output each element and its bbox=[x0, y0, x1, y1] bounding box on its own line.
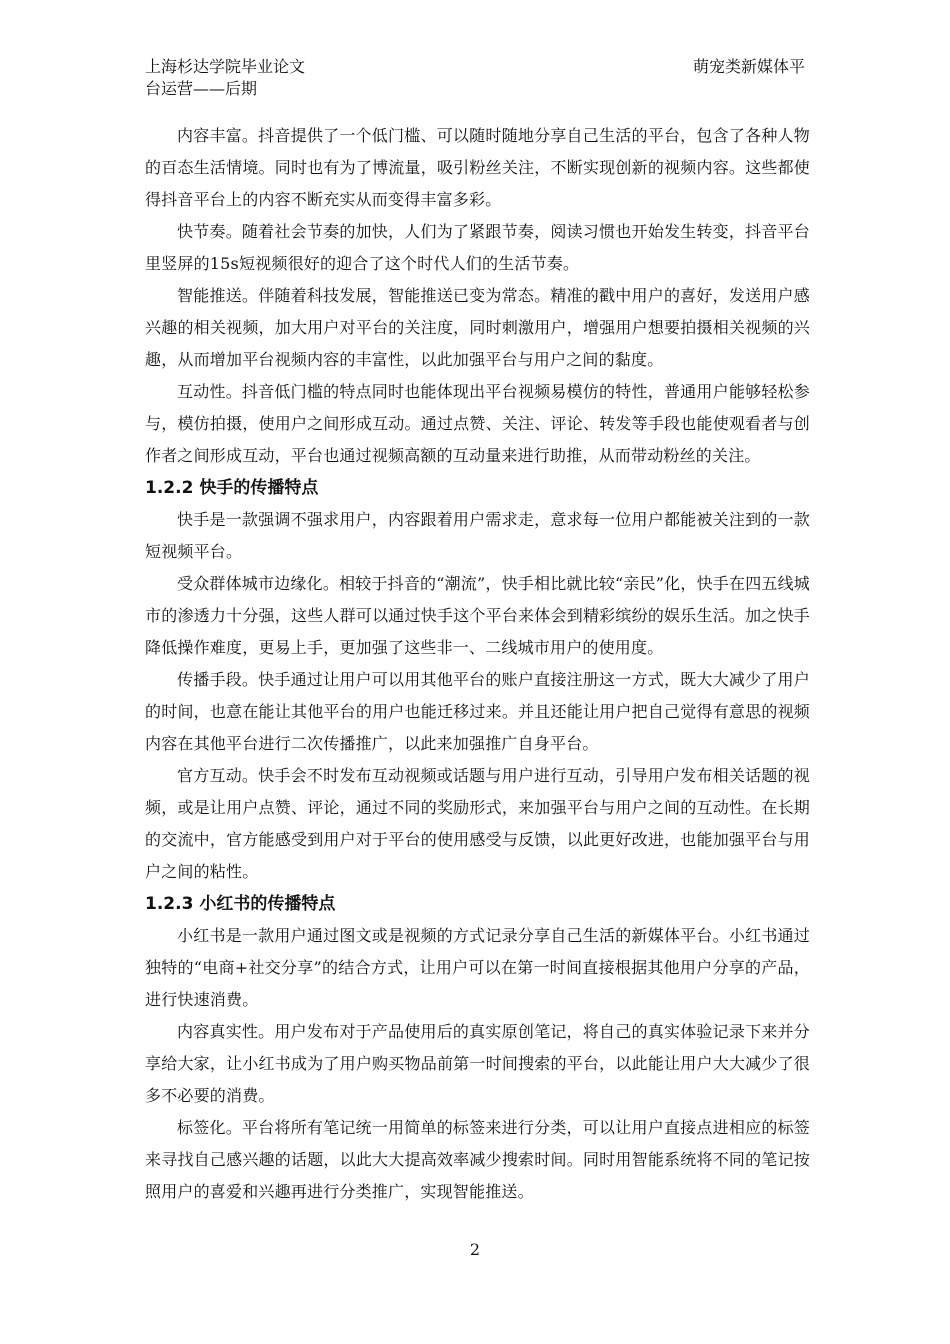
body-content bbox=[145, 120, 810, 1208]
header-school-title: 上海杉达学院毕业论文 bbox=[145, 57, 306, 76]
paragraph-interactivity: 互动性。抖音低门槛的特点同时也能体现出平台视频易模仿的特性，普通用户能够轻松参与，模仿拍摄，使用户之间形成互动。通过点赞、关注、评论、转发等手段也能使观看者与创作者之间形成互动，平台也通过视频高额的互动量来进行助推，从而带动粉丝的关注。 bbox=[145, 382, 810, 465]
paragraph-fast-pace: 快节奏。随着社会节奏的加快，人们为了紧跟节奏，阅读习惯也开始发生转变，抖音平台里竖屏的15s短视频很好的迎合了这个时代人们的生活节奏。 bbox=[145, 222, 810, 273]
paragraph-xiaohongshu-intro: 小红书是一款用户通过图文或是视频的方式记录分享自己生活的新媒体平台。小红书通过独特的“电商+社交分享”的结合方式，让用户可以在第一时间直接根据其他用户分享的产品，进行快速消费。 bbox=[145, 926, 810, 1009]
section-heading-xiaohongshu: 1.2.3 小红书的传播特点 bbox=[145, 894, 336, 914]
paragraph-kuaishou-intro: 快手是一款强调不强求用户，内容跟着用户需求走，意求每一位用户都能被关注到的一款短视频平台。 bbox=[145, 510, 810, 561]
paragraph-kuaishou-official: 官方互动。快手会不时发布互动视频或话题与用户进行互动，引导用户发布相关话题的视频，或是让用户点赞、评论，通过不同的奖励形式，来加强平台与用户之间的互动性。在长期的交流中，官方能感受到用户对于平台的使用感受与反馈，以此更好改进，也能加强平台与用户之间的粘性。 bbox=[145, 766, 810, 881]
header-thesis-title: 萌宠类新媒体平 bbox=[692, 57, 805, 76]
section-heading-kuaishou: 1.2.2 快手的传播特点 bbox=[145, 478, 319, 498]
paragraph-xiaohongshu-authentic: 内容真实性。用户发布对于产品使用后的真实原创笔记，将自己的真实体验记录下来并分享给大家，让小红书成为了用户购买物品前第一时间搜索的平台，以此能让用户大大减少了很多不必要的消费。 bbox=[145, 1022, 810, 1105]
paragraph-kuaishou-audience: 受众群体城市边缘化。相较于抖音的“潮流”，快手相比就比较“亲民”化，快手在四五线城市的渗透力十分强，这些人群可以通过快手这个平台来体会到精彩缤纷的娱乐生活。加之快手降低操作难度，更易上手，更加强了这些非一、二线城市用户的使用度。 bbox=[145, 574, 810, 657]
header-thesis-title-continued: 台运营——后期 bbox=[145, 79, 258, 98]
page-number: 2 bbox=[469, 1240, 481, 1259]
paragraph-smart-push: 智能推送。伴随着科技发展，智能推送已变为常态。精准的戳中用户的喜好，发送用户感兴趣的相关视频，加大用户对平台的关注度，同时刺激用户，增强用户想要拍摄相关视频的兴趣，从而增加平台视频内容的丰富性，以此加强平台与用户之间的黏度。 bbox=[145, 286, 810, 369]
paragraph-content-rich: 内容丰富。抖音提供了一个低门槛、可以随时随地分享自己生活的平台，包含了各种人物的百态生活情境。同时也有为了博流量，吸引粉丝关注，不断实现创新的视频内容。这些都使得抖音平台上的内容不断充实从而变得丰富多彩。 bbox=[145, 126, 810, 209]
paragraph-kuaishou-spread: 传播手段。快手通过让用户可以用其他平台的账户直接注册这一方式，既大大减少了用户的时间，也意在能让其他平台的用户也能迁移过来。并且还能让用户把自己觉得有意思的视频内容在其他平台进行二次传播推广，以此来加强推广自身平台。 bbox=[145, 670, 810, 753]
paragraph-xiaohongshu-tags: 标签化。平台将所有笔记统一用简单的标签来进行分类，可以让用户直接点进相应的标签来寻找自己感兴趣的话题，以此大大提高效率减少搜索时间。同时用智能系统将不同的笔记按照用户的喜爱和兴趣再进行分类推广，实现智能推送。 bbox=[145, 1118, 810, 1201]
